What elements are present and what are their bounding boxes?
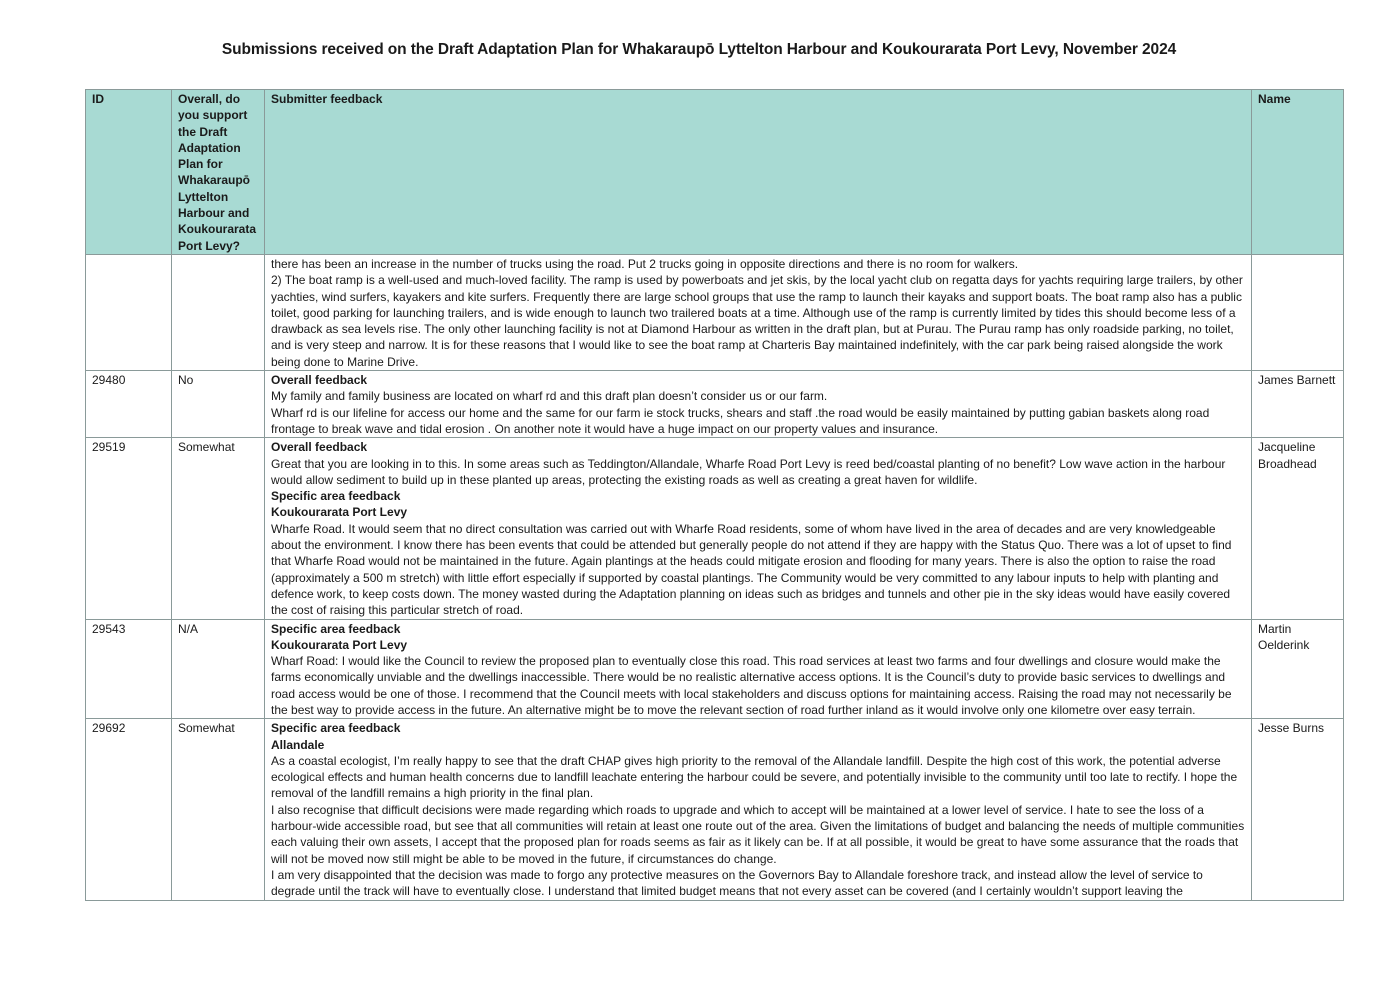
cell-name: Martin Oelderink (1252, 619, 1344, 719)
feedback-paragraph: Wharf Road: I would like the Council to review the proposed plan to eventually close this road. This road services at least two farms and four dwellings and closure would make the farms economically unviable and the dwellings inaccessible. There would be no realistic alternative access options. It is the Council’s duty to provide basic services to dwellings and road access would be one of those. I recommend that the Council meets with local stakeholders and discuss options for maintaining access. Raising the road may not necessarily be the best way to provide access in the future. An alternative might be to move the relevant section of road further inland as it would involve only one kilometre over easy terrain. (271, 654, 1232, 717)
table-row (86, 371, 1344, 438)
feedback-paragraph: 2) The boat ramp is a well-used and much-loved facility. The ramp is used by powerboats and jet skis, by the local yacht club on regatta days for yachts requiring large trailers, by other yachties, wind surfers, kayakers and kite surfers. Frequently there are large school groups that use the ramp to launch their kayaks and support boats. The boat ramp also has a public toilet, good parking for launching trailers, and is wide enough to launch two trailered boats at a time. Although use of the ramp is currently limited by tides this should become less of a drawback as sea levels rise. The only other launching facility is not at Diamond Harbour as written in the draft plan, but at Purau. The Purau ramp has only roadside parking, no toilet, and is very steep and narrow. It is for these reasons that I would like to see the boat ramp at Charteris Bay maintained indefinitely, with the car park being raised alongside the work being done to Marine Drive. (271, 273, 1243, 369)
cell-id: 29543 (86, 619, 172, 719)
header-support: Overall, do you support the Draft Adaptation Plan for Whakaraupō Lyttelton Harbour and Koukourarata Port Levy? (172, 90, 265, 255)
feedback-heading: Koukourarata Port Levy (271, 637, 408, 652)
table-row (86, 254, 1344, 370)
feedback-heading: Specific area feedback (271, 621, 401, 636)
cell-name: James Barnett (1252, 371, 1344, 438)
cell-feedback (265, 371, 1252, 438)
feedback-paragraph: Wharf rd is our lifeline for access our home and the same for our farm ie stock trucks, shears and staff .the road would be easily maintained by putting gabian baskets along road frontage to break wave and tidal erosion . On another note it would have a huge impact on our property values and insurance. (271, 405, 1210, 436)
feedback-paragraph: Wharfe Road. It would seem that no direct consultation was carried out with Wharfe Road residents, some of whom have lived in the area of decades and are very knowledgeable about the environment. I know there has been events that could be attended but generally people do not attend if they are happy with the Status Quo. There was a lot of upset to find that Wharfe Road would not be maintained in the future. Again plantings at the heads could mitigate erosion and flooding for many years. There is also the option to raise the road (approximately a 500 m stretch) with little effort especially if supported by coastal plantings. The Community would be very committed to any labour inputs to help with planting and defence work, to keep costs down. The money wasted during the Adaptation planning on ideas such as bridges and tunnels and other pie in the sky ideas would have easily covered the cost of raising this particular stretch of road. (271, 521, 1232, 618)
header-row (86, 90, 1344, 255)
document-title: Submissions received on the Draft Adaptation Plan for Whakaraupō Lyttelton Harbour and Koukourarata Port Levy, November 2024 (221, 41, 1177, 58)
feedback-paragraph: As a coastal ecologist, I’m really happy to see that the draft CHAP gives high priority to the removal of the Allandale landfill. Despite the high cost of this work, the potential adverse ecological effects and human health concerns due to landfill leachate entering the harbour could be severe, and potentially invisible to the community until too late to rectify. I hope the removal of the landfill remains a high priority in the final plan. (271, 753, 1238, 801)
feedback-heading: Specific area feedback (271, 721, 401, 736)
feedback-paragraph: My family and family business are located on wharf rd and this draft plan doesn’t consider us or our farm. (271, 389, 828, 404)
table-row (86, 619, 1344, 719)
feedback-paragraph: Great that you are looking in to this. In some areas such as Teddington/Allandale, Wharfe Road Port Levy is reed bed/coastal planting of no benefit? Low wave action in the harbour would allow sediment to build up in these planted up areas, protecting the existing roads as well as creating a great haven for wildlife. (271, 456, 1226, 487)
feedback-paragraph: I am very disappointed that the decision was made to forgo any protective measures on the Governors Bay to Allandale foreshore track, and instead allow the level of service to degrade until the track will have to eventually close. I understand that limited budget means that not every asset can be covered (and I certainly wouldn’t support leaving the (271, 867, 1203, 899)
header-feedback: Submitter feedback (265, 90, 1252, 255)
table-row (86, 719, 1344, 900)
table-body (86, 254, 1344, 900)
cell-id: 29692 (86, 719, 172, 900)
cell-feedback (265, 254, 1252, 370)
cell-support: No (172, 371, 265, 438)
feedback-heading: Allandale (271, 737, 325, 752)
cell-id: 29519 (86, 438, 172, 619)
feedback-paragraph: there has been an increase in the number of trucks using the road. Put 2 trucks going in opposite directions and there is no room for walkers. (271, 256, 1019, 271)
cell-support (172, 254, 265, 370)
feedback-heading: Overall feedback (271, 373, 368, 388)
feedback-heading: Koukourarata Port Levy (271, 505, 408, 520)
header-name: Name (1252, 90, 1344, 255)
table-header (86, 90, 1344, 255)
feedback-heading: Specific area feedback (271, 489, 401, 504)
submissions-table (85, 89, 1344, 901)
feedback-heading: Overall feedback (271, 440, 368, 455)
cell-id (86, 254, 172, 370)
header-id: ID (86, 90, 172, 255)
cell-id: 29480 (86, 371, 172, 438)
feedback-paragraph: I also recognise that difficult decisions were made regarding which roads to upgrade and which to accept will be maintained at a lower level of service. I hate to see the loss of a harbour-wide accessible road, but see that all communities will retain at least one route out of the area. Given the limitations of budget and balancing the needs of multiple communities each valuing their own assets, I accept that the proposed plan for roads seems as fair as it likely can be. If at all possible, it would be great to have some assurance that the roads that will not be moved now still might be able to be moved in the future, if circumstances do change. (271, 802, 1245, 866)
cell-feedback (265, 438, 1252, 619)
table-row (86, 438, 1344, 619)
cell-support: Somewhat (172, 719, 265, 900)
cell-name (1252, 254, 1344, 370)
cell-feedback (265, 619, 1252, 719)
cell-name: Jacqueline Broadhead (1252, 438, 1344, 619)
cell-feedback (265, 719, 1252, 900)
cell-support: N/A (172, 619, 265, 719)
cell-name: Jesse Burns (1252, 719, 1344, 900)
cell-support: Somewhat (172, 438, 265, 619)
